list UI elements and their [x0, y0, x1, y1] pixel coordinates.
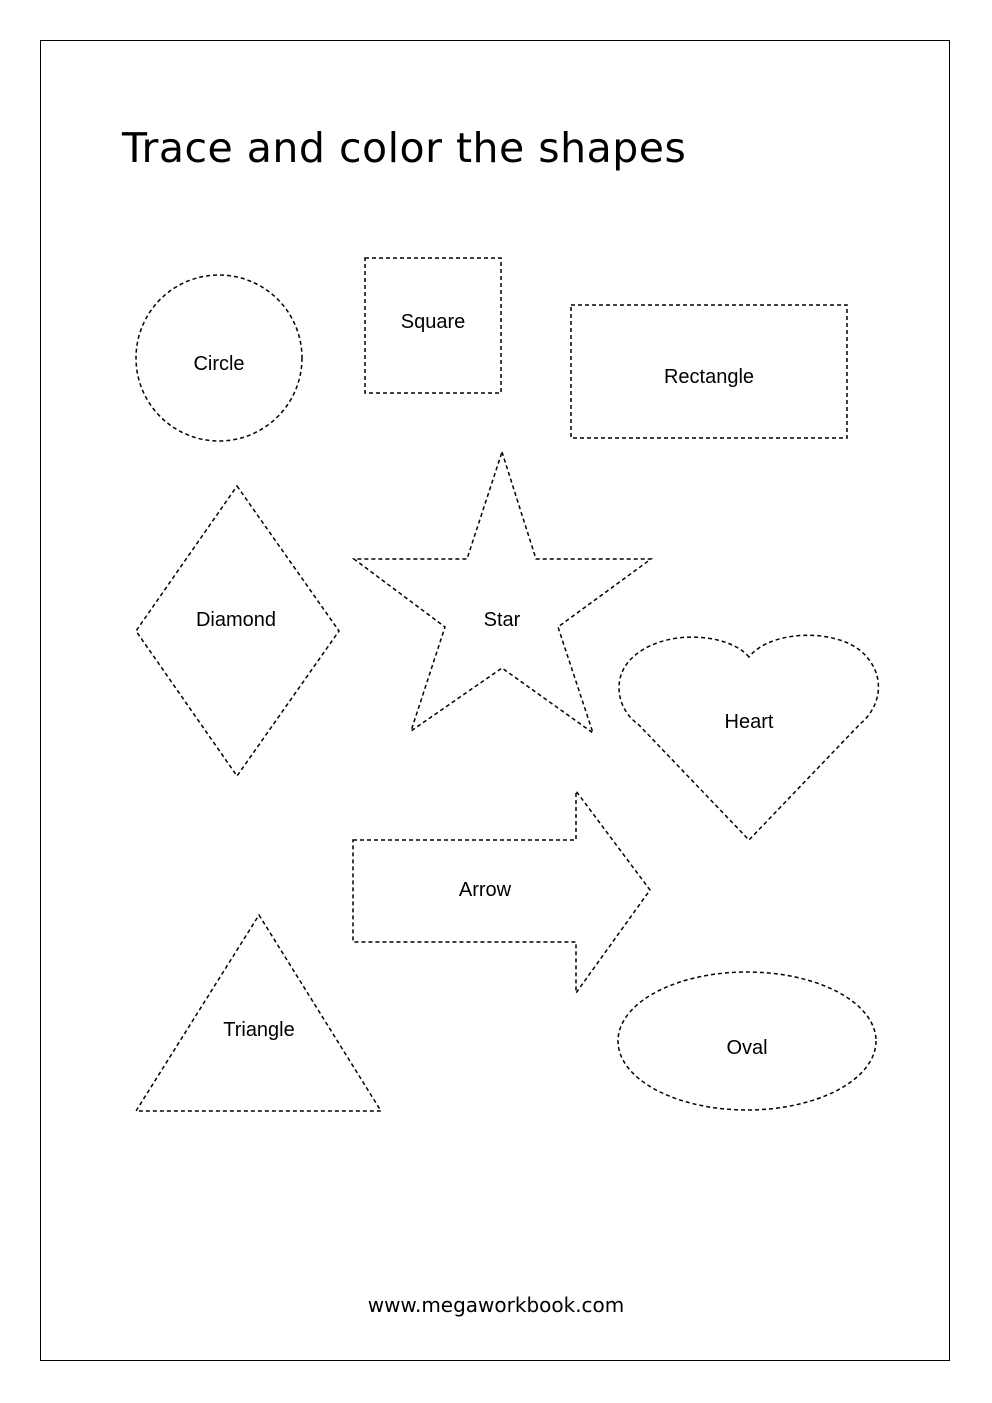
star-label: Star [483, 609, 521, 631]
arrow-shape [353, 791, 650, 993]
square-label: Square [400, 311, 466, 333]
heart-outline [619, 635, 878, 840]
triangle-label: Triangle [223, 1019, 295, 1041]
diamond-outline [136, 486, 339, 776]
website-footer: www.megaworkbook.com [367, 1293, 625, 1317]
arrow-label: Arrow [458, 879, 512, 901]
triangle-outline [136, 915, 381, 1111]
triangle-shape [136, 915, 381, 1111]
rectangle-label: Rectangle [663, 366, 755, 388]
diamond-shape [136, 486, 339, 776]
circle-label: Circle [193, 353, 245, 375]
oval-shape [618, 972, 876, 1110]
rectangle-shape [571, 305, 847, 438]
square-shape [365, 258, 501, 393]
heart-shape [619, 635, 878, 840]
star-outline [354, 452, 651, 733]
worksheet-title: Trace and color the shapes [122, 124, 687, 172]
circle-shape [136, 275, 302, 441]
diamond-label: Diamond [195, 609, 277, 631]
star-shape [354, 452, 651, 733]
heart-label: Heart [724, 711, 774, 733]
oval-label: Oval [726, 1037, 768, 1059]
